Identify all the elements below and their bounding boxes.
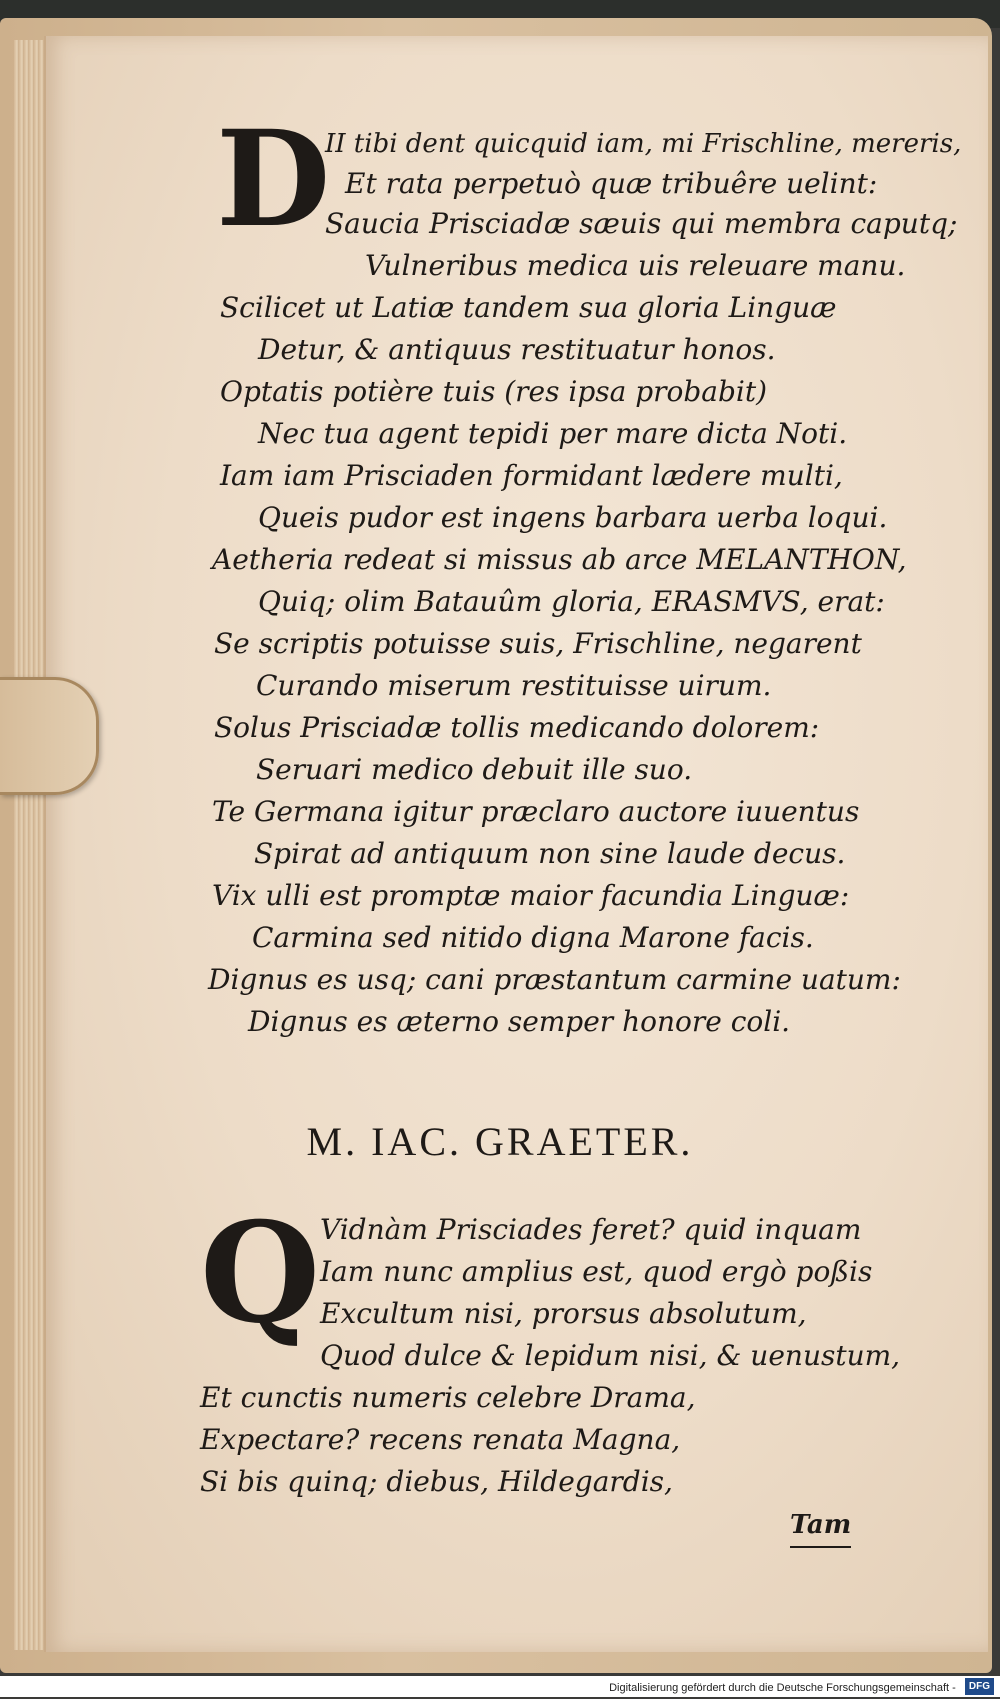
poem1-line-12: Quiq; olim Batauûm gloria, ERASMVS, erat: [258, 585, 885, 618]
poem1-line-16: Seruari medico debuit ille suo. [256, 753, 693, 786]
poem1-line-13: Se scriptis potuisse suis, Frischline, negarent [214, 627, 862, 660]
poem1-line-18: Spirat ad antiquum non sine laude decus. [254, 837, 846, 870]
poem1-line-3: Saucia Prisciadæ sæuis qui membra caputq; [325, 207, 958, 240]
poem1-line-10: Queis pudor est ingens barbara uerba loqui. [258, 501, 888, 534]
poem1-line-2: Et rata perpetuò quæ tribuêre uelint: [345, 167, 878, 200]
catchword: Tam [790, 1510, 851, 1548]
poem1-line-5: Scilicet ut Latiæ tandem sua gloria Linguæ [220, 291, 837, 324]
poem1-line-19: Vix ulli est promptæ maior facundia Linguæ: [212, 879, 850, 912]
poem1-line-1: II tibi dent quicquid iam, mi Frischline, mereris, [325, 129, 962, 159]
poem2-line-6: Expectare? recens renata Magna, [200, 1423, 681, 1456]
poem1-dropcap: D [216, 102, 331, 257]
poem1-line-14: Curando miserum restituisse uirum. [256, 669, 772, 702]
poem1-line-11: Aetheria redeat si missus ab arce MELANTHON, [212, 543, 907, 576]
footer-credit: Digitalisierung gefördert durch die Deutsche Forschungsgemeinschaft - [609, 1682, 956, 1694]
poem1-line-21: Dignus es usq; cani præstantum carmine uatum: [208, 963, 901, 996]
poem2-line-1: Vidnàm Prisciades feret? quid inquam [320, 1213, 862, 1246]
poem2-line-3: Excultum nisi, prorsus absolutum, [320, 1297, 807, 1330]
digitization-footer [0, 1676, 1000, 1697]
book-clasp [0, 677, 99, 795]
poem1-line-7: Optatis potière tuis (res ipsa probabit) [220, 375, 768, 408]
poem1-line-8: Nec tua agent tepidi per mare dicta Noti. [258, 417, 848, 450]
poem2-line-5: Et cunctis numeris celebre Drama, [200, 1381, 696, 1414]
section-heading: M. IAC. GRAETER. [306, 1119, 694, 1164]
poem2-line-7: Si bis quinq; diebus, Hildegardis, [200, 1465, 673, 1498]
poem1-line-15: Solus Prisciadæ tollis medicando dolorem: [214, 711, 820, 744]
poem2-line-4: Quod dulce & lepidum nisi, & uenustum, [320, 1339, 901, 1372]
poem1-line-6: Detur, & antiquus restituatur honos. [258, 333, 776, 366]
poem2-line-2: Iam nunc amplius est, quod ergò poßis [320, 1255, 873, 1288]
poem1-line-22: Dignus es æterno semper honore coli. [248, 1005, 791, 1038]
poem1-line-20: Carmina sed nitido digna Marone facis. [252, 921, 814, 954]
poem2-dropcap: Q [200, 1191, 321, 1354]
poem1-line-17: Te Germana igitur præclaro auctore iuuentus [212, 795, 860, 828]
poem1-line-9: Iam iam Prisciaden formidant lædere multi, [220, 459, 843, 492]
dfg-logo[interactable]: DFG [965, 1678, 994, 1695]
poem1-line-4: Vulneribus medica uis releuare manu. [365, 249, 906, 282]
